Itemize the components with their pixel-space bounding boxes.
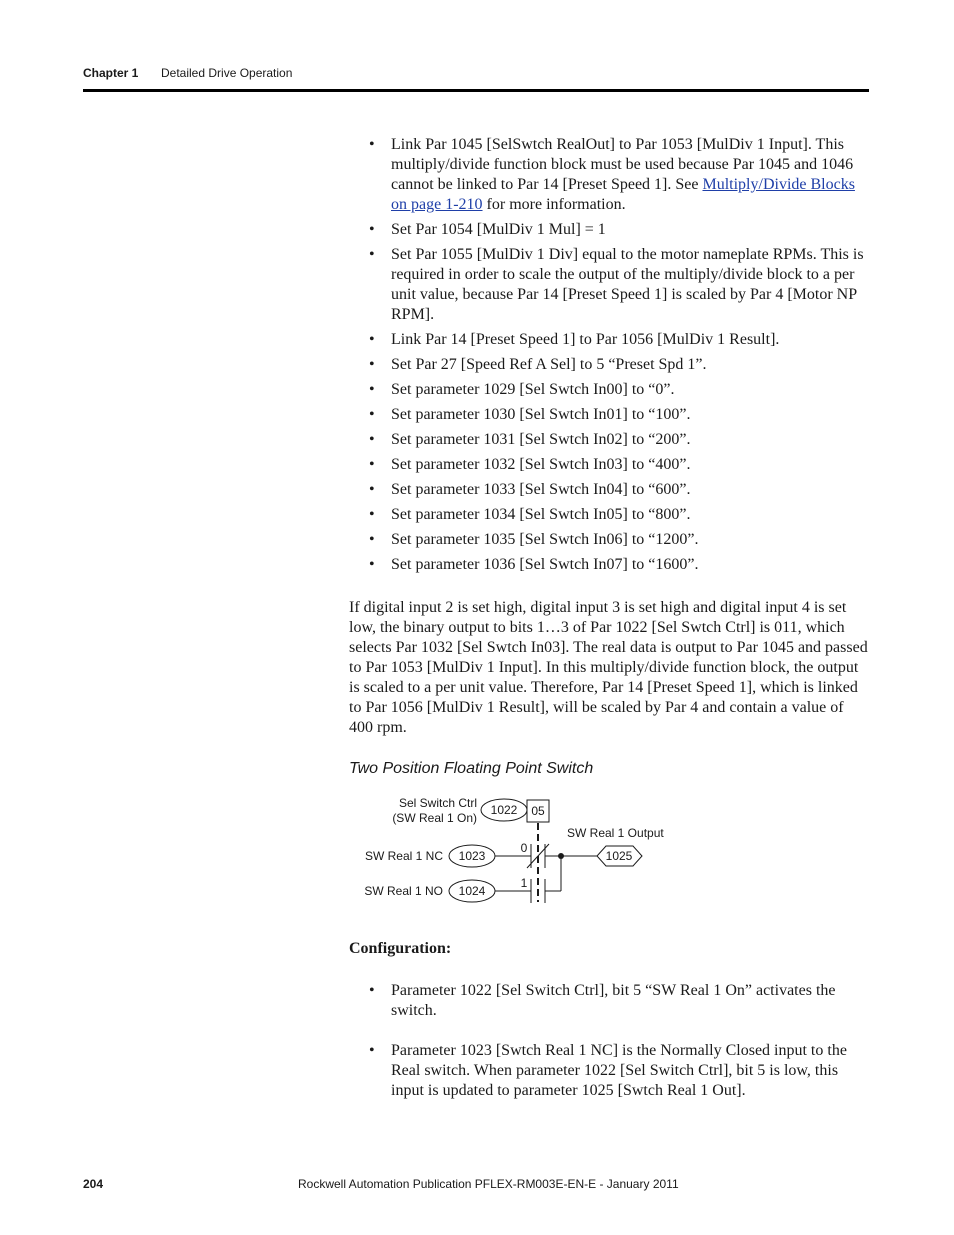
bullet-item: • Set parameter 1036 [Sel Swtch In07] to “1600”. [369, 555, 869, 575]
bullet-item: • Set Par 1054 [MulDiv 1 Mul] = 1 [369, 220, 869, 240]
configuration-heading: Configuration: [349, 940, 452, 957]
no-state-label: 1 [520, 876, 528, 890]
bullet-item: • Set Par 1055 [MulDiv 1 Div] equal to the motor nameplate RPMs. This is required in order to scale the output of the multiply/divide block to a per unit value, because Par 14 [Preset Speed 1] is scaled by Par 4 [Motor NP RPM]. [369, 245, 869, 325]
output-label: SW Real 1 Output [567, 826, 664, 840]
setup-bullet-list [369, 135, 869, 580]
ctrl-label-line-2: (SW Real 1 On) [392, 811, 477, 825]
switch-diagram [350, 788, 680, 912]
config-item: • Parameter 1023 [Swtch Real 1 NC] is the Normally Closed input to the Real switch. When parameter 1022 [Sel Switch Ctrl], bit 5 is low, this input is updated to parameter 1025 [Swtch Real 1 Out]. [369, 1041, 869, 1101]
nc-state-label: 0 [520, 841, 528, 855]
ctrl-param-number: 1022 [490, 803, 518, 817]
ctrl-label-line-1: Sel Switch Ctrl [398, 796, 477, 810]
bullet-item: • Set Par 27 [Speed Ref A Sel] to 5 “Preset Spd 1”. [369, 355, 869, 375]
publication-info: Rockwell Automation Publication PFLEX-RM003E-EN-E - January 2011 [298, 1177, 679, 1191]
bullet-item: • Set parameter 1034 [Sel Swtch In05] to “800”. [369, 505, 869, 525]
chapter-label: Chapter 1 [83, 66, 139, 80]
configuration-list [369, 981, 869, 1121]
no-param-number: 1024 [458, 884, 486, 898]
bullet-item: • Set parameter 1035 [Sel Swtch In06] to “1200”. [369, 530, 869, 550]
bullet-item: • Link Par 14 [Preset Speed 1] to Par 1056 [MulDiv 1 Result]. [369, 330, 869, 350]
bullet-item: • Set parameter 1031 [Sel Swtch In02] to “200”. [369, 430, 869, 450]
bullet-item: • Set parameter 1032 [Sel Swtch In03] to “400”. [369, 455, 869, 475]
header-rule [83, 89, 869, 92]
page-number: 204 [83, 1177, 104, 1191]
config-item: • Parameter 1022 [Sel Switch Ctrl], bit 5 “SW Real 1 On” activates the switch. [369, 981, 869, 1021]
no-label: SW Real 1 NO [364, 884, 443, 898]
bullet-item: • Set parameter 1030 [Sel Swtch In01] to “100”. [369, 405, 869, 425]
ctrl-bit-number: 05 [531, 804, 545, 818]
bullet-item: • Set parameter 1033 [Sel Swtch In04] to “600”. [369, 480, 869, 500]
figure-title: Two Position Floating Point Switch [349, 760, 594, 777]
output-param-number: 1025 [605, 849, 633, 863]
explanation-paragraph: If digital input 2 is set high, digital input 3 is set high and digital input 4 is set low, the binary output to bits 1…3 of Par 1022 [Sel Swtch Ctrl] is 011, which selects Par 1032 [Sel Swtch In03]. The real data is output to Par 1045 and passed to Par 1053 [MulDiv 1 Input]. In this multiply/divide function block, the output is scaled to a per unit value. Therefore, Par 14 [Preset Speed 1], which is linked to Par 1056 [MulDiv 1 Result], will be scaled by Par 4 and contain a value of 400 rpm. [349, 599, 868, 736]
nc-label: SW Real 1 NC [364, 849, 443, 863]
bullet-item: • Link Par 1045 [SelSwtch RealOut] to Par 1053 [MulDiv 1 Input]. This multiply/divide function block must be used because Par 1045 and 1046 cannot be linked to Par 14 [Preset Speed 1]. See Multiply/Divide Blocks on page 1-210 for more information. [369, 135, 869, 215]
multiply-divide-blocks-link[interactable]: Multiply/Divide Blocks on page 1-210 [391, 176, 855, 213]
chapter-title: Detailed Drive Operation [161, 66, 293, 80]
nc-param-number: 1023 [458, 849, 486, 863]
bullet-item: • Set parameter 1029 [Sel Swtch In00] to “0”. [369, 380, 869, 400]
